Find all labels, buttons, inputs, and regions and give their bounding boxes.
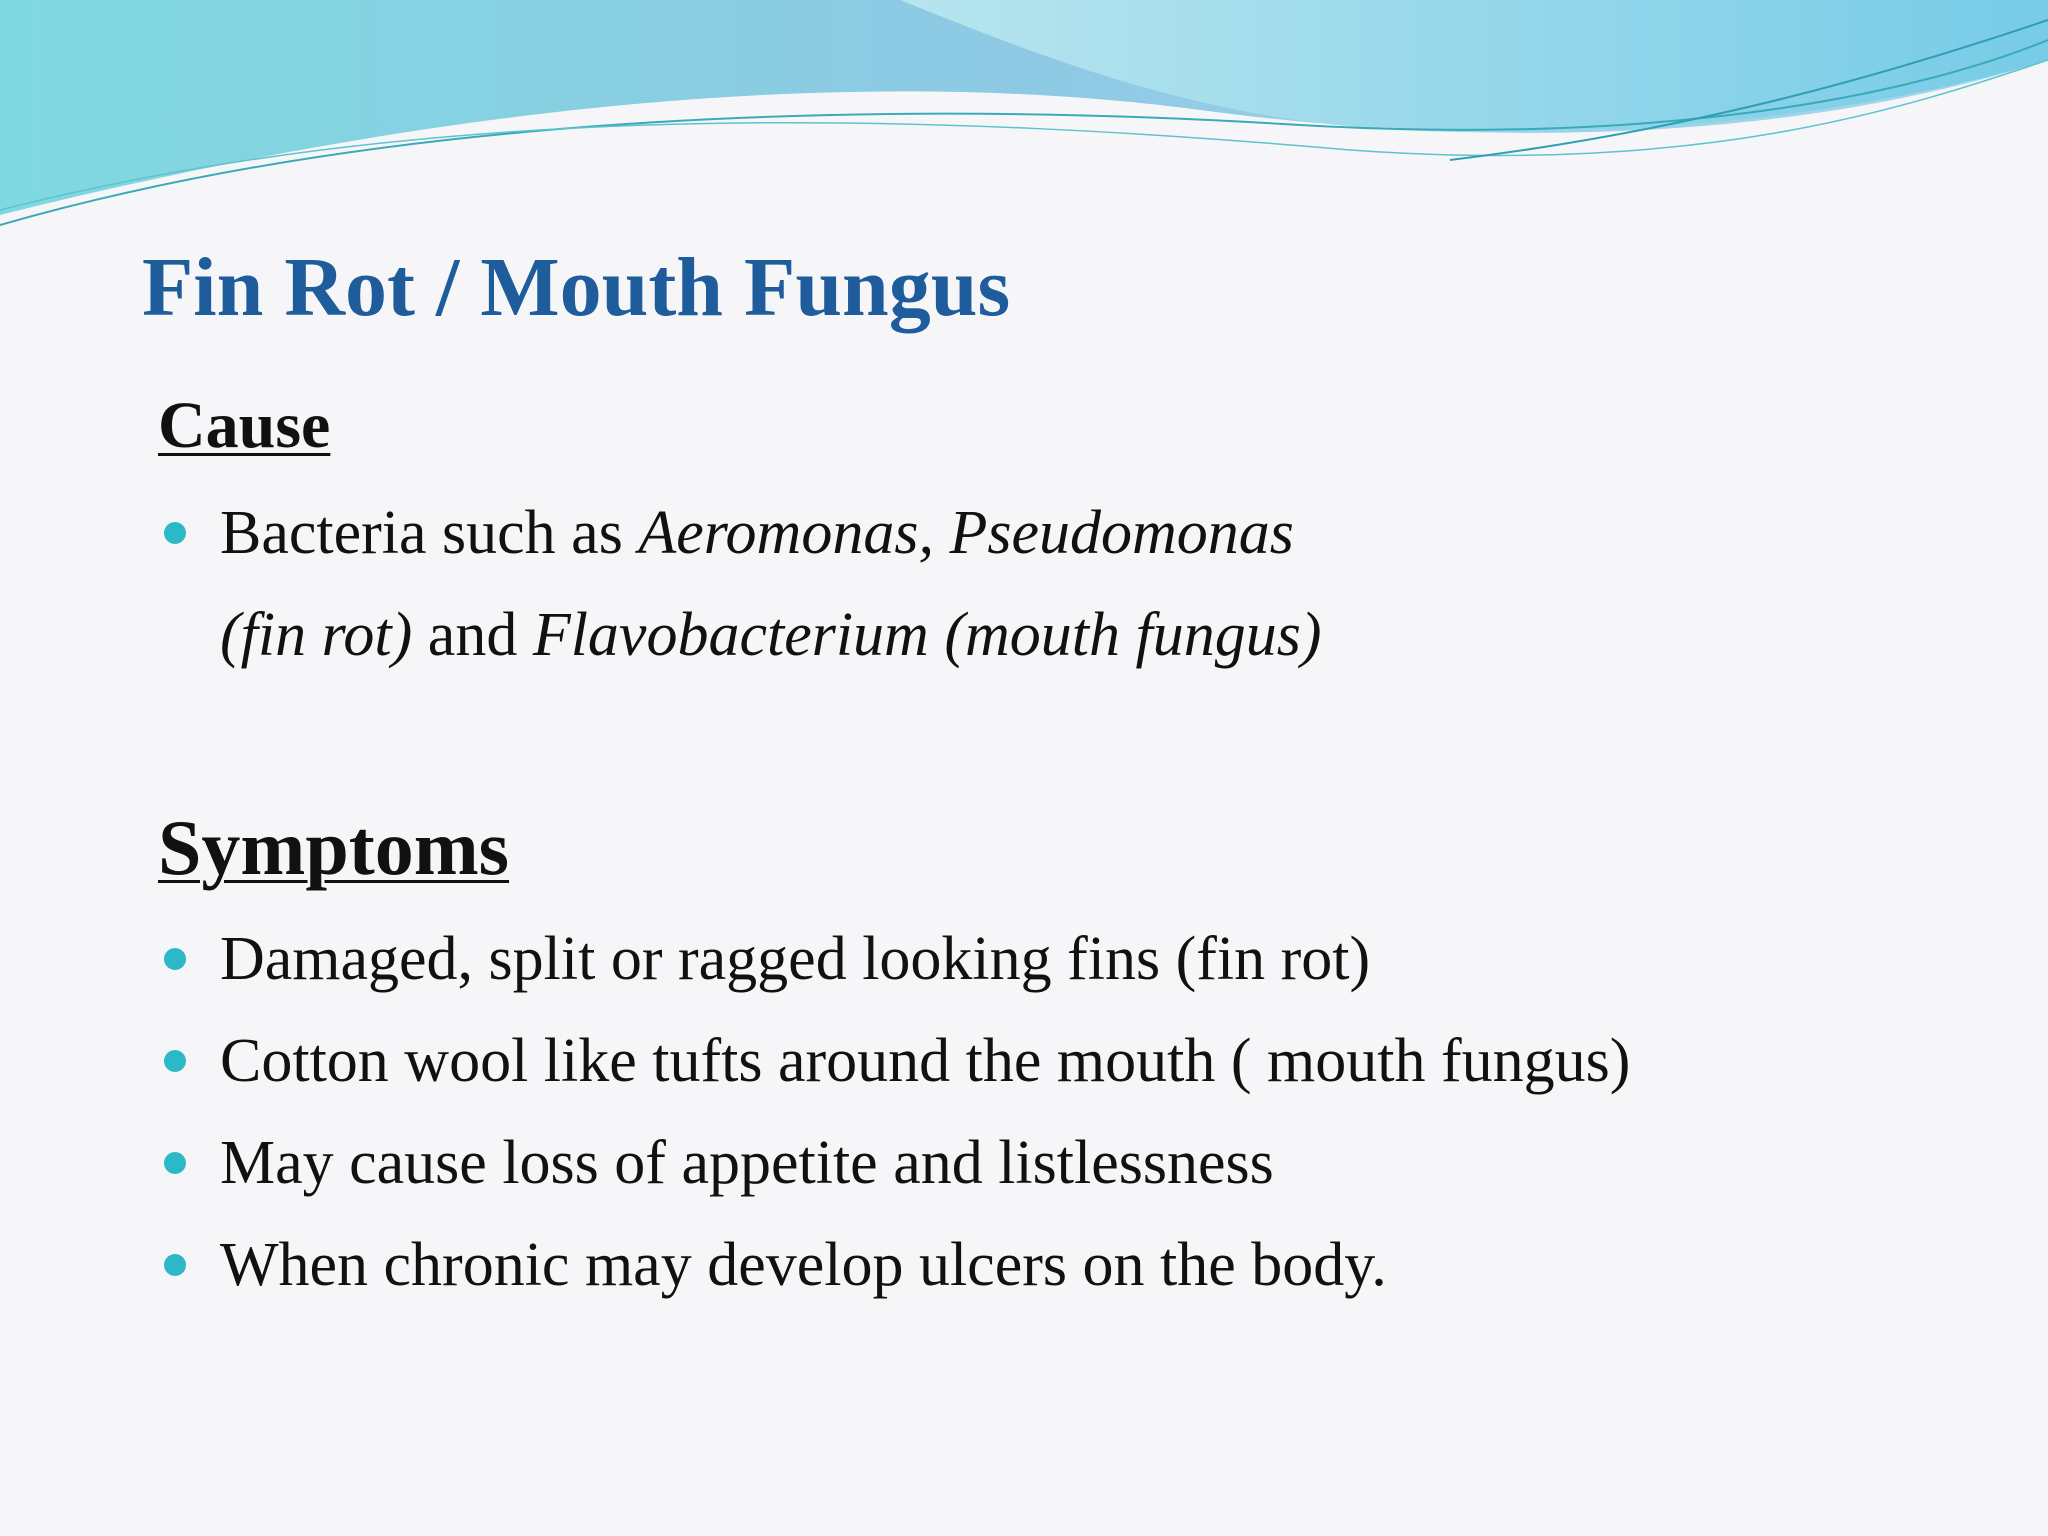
bullet-dot-icon	[164, 522, 186, 544]
symptom-text: When chronic may develop ulcers on the body.	[220, 1231, 1387, 1299]
cause-flavobacterium-text: Flavobacterium (mouth fungus)	[532, 601, 1322, 669]
symptom-text: May cause loss of appetite and listlessness	[220, 1129, 1274, 1197]
cause-list	[158, 482, 1321, 686]
list-item	[158, 1214, 1630, 1316]
list-item	[158, 1010, 1630, 1112]
symptom-text: Damaged, split or ragged looking fins (fin rot)	[220, 925, 1371, 993]
list-item	[158, 908, 1630, 1010]
cause-lead-text: Bacteria such as	[220, 499, 639, 567]
symptom-text: Cotton wool like tufts around the mouth ( mouth fungus)	[220, 1027, 1631, 1095]
cause-heading: Cause	[158, 389, 331, 462]
symptoms-heading: Symptoms	[158, 804, 510, 891]
bullet-dot-icon	[164, 1050, 186, 1072]
bullet-dot-icon	[164, 948, 186, 970]
symptoms-list	[158, 908, 1630, 1316]
bullet-dot-icon	[164, 1152, 186, 1174]
list-item	[158, 1112, 1630, 1214]
cause-genera-text: Aeromonas, Pseudomonas	[638, 499, 1294, 567]
slide-title: Fin Rot / Mouth Fungus	[142, 241, 1011, 334]
list-item	[158, 482, 1321, 686]
cause-second-line	[220, 584, 1321, 686]
cause-fin-rot-text: (fin rot)	[220, 601, 413, 669]
header-wave-decoration	[0, 0, 2048, 240]
bullet-dot-icon	[164, 1254, 186, 1276]
cause-and-text: and	[412, 601, 533, 669]
